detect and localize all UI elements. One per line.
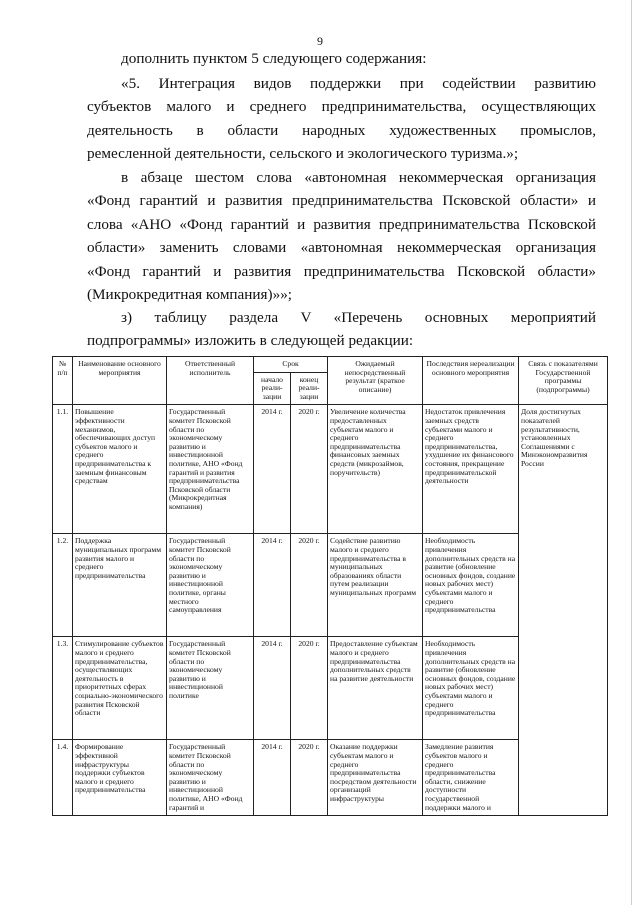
- cell-executor: Государственный комитет Псковской области по экономическому развитию и инвестиционной политике, АНО «Фонд гарантий и: [167, 740, 254, 816]
- cell-end: 2020 г.: [291, 405, 328, 534]
- cell-consequences: Необходимость привлечения дополнительных средств на развитие (обновление основных фондов, создание новых рабочих мест) субъектами малого и среднего предпринимательства: [423, 534, 519, 637]
- header-consequences: Последствия нереализации основного мероприятия: [423, 357, 519, 405]
- cell-executor: Государственный комитет Псковской области по экономическому развитию и инвестиционной политике, АНО «Фонд гарантий и развития предпринимательства Псковской области (Микрокредитная компания): [167, 405, 254, 534]
- cell-num: 1.1.: [53, 405, 73, 534]
- header-link: Связь с показателями Государственной программы (подпрограммы): [519, 357, 608, 405]
- header-executor: Ответственный исполнитель: [167, 357, 254, 405]
- cell-name: Повышение эффективности механизмов, обеспечивающих доступ субъектов малого и среднего предпринимательства к заемным финансовым средствам: [73, 405, 167, 534]
- cell-end: 2020 г.: [291, 534, 328, 637]
- cell-num: 1.4.: [53, 740, 73, 816]
- header-result: Ожидаемый непосредственный результат (краткое описание): [328, 357, 423, 405]
- cell-consequences: Недостаток привлечения заемных средств субъектами малого и среднего предпринимательства, ухудшение их финансового состояния, прекращение предпринимательской деятельности: [423, 405, 519, 534]
- cell-end: 2020 г.: [291, 740, 328, 816]
- cell-result: Увеличение количества предоставленных субъектам малого и среднего предпринимательства финансовых заемных средств (микрозаймов, поручительств): [328, 405, 423, 534]
- cell-name: Стимулирование субъектов малого и среднего предпринимательства, осуществляющих деятельность в приоритетных сферах социально-экономического развития Псковской области: [73, 637, 167, 740]
- header-num: № п/п: [53, 357, 73, 405]
- paragraph-line: ремесленной деятельности, сельского и экологического туризма.»;: [87, 145, 519, 162]
- cell-executor: Государственный комитет Псковской области по экономическому развитию и инвестиционной политике: [167, 637, 254, 740]
- paragraph-line: субъектов малого и среднего предпринимательства, осуществляющих: [87, 98, 596, 115]
- cell-consequences: Замедление развития субъектов малого и среднего предпринимательства области, снижение доступности государственной поддержки малого и: [423, 740, 519, 816]
- cell-executor: Государственный комитет Псковской области по экономическому развитию и инвестиционной политике, органы местного самоуправления: [167, 534, 254, 637]
- cell-start: 2014 г.: [254, 534, 291, 637]
- table-header-row: [53, 357, 608, 373]
- scan-edge-line: [631, 0, 632, 905]
- cell-consequences: Необходимость привлечения дополнительных средств на развитие (обновление основных фондов, создание новых рабочих мест) субъектами малого и среднего предпринимательства: [423, 637, 519, 740]
- paragraph-line: (Микрокредитная компания)»»;: [87, 286, 293, 303]
- paragraph-line: з) таблицу раздела V «Перечень основных мероприятий: [121, 309, 596, 326]
- paragraph-line: дополнить пунктом 5 следующего содержания:: [121, 50, 427, 67]
- cell-result: Предоставление субъектам малого и среднего предпринимательства дополнительных средств на развитие деятельности: [328, 637, 423, 740]
- measures-table: [52, 356, 608, 816]
- paragraph-line: «Фонд гарантий и развития предпринимательства Псковской области»: [87, 263, 596, 280]
- table-row: [53, 405, 608, 534]
- paragraph-line: «5. Интеграция видов поддержки при содействии развитию: [121, 75, 596, 92]
- cell-name: Поддержка муниципальных программ развития малого и среднего предпринимательства: [73, 534, 167, 637]
- header-start: начало реали-зации: [254, 372, 291, 405]
- page-number: 9: [317, 34, 323, 48]
- paragraph-line: «Фонд гарантий и развития предпринимательства Псковской области» и: [87, 192, 596, 209]
- paragraph-line: в абзаце шестом слова «автономная некоммерческая организация: [121, 169, 596, 186]
- cell-link: Доля достигнутых показателей результативности, установленных Соглашениями с Минэкономразвития России: [519, 405, 608, 816]
- cell-result: Оказание поддержки субъектам малого и среднего предпринимательства посредством деятельности организаций инфраструктуры: [328, 740, 423, 816]
- cell-result: Содействие развитию малого и среднего предпринимательства в муниципальных образованиях области путем реализации муниципальных программ: [328, 534, 423, 637]
- header-end: конец реали-зации: [291, 372, 328, 405]
- paragraph-line: деятельность в области народных художественных промыслов,: [87, 122, 596, 139]
- cell-end: 2020 г.: [291, 637, 328, 740]
- cell-start: 2014 г.: [254, 740, 291, 816]
- cell-start: 2014 г.: [254, 405, 291, 534]
- cell-num: 1.2.: [53, 534, 73, 637]
- paragraph-line: подпрограммы» изложить в следующей редакции:: [87, 332, 414, 349]
- paragraph-line: слова «АНО «Фонд гарантий и развития предпринимательства Псковской: [87, 216, 596, 233]
- cell-name: Формирование эффективной инфраструктуры поддержки субъектов малого и среднего предпринимательства: [73, 740, 167, 816]
- cell-num: 1.3.: [53, 637, 73, 740]
- header-name: Наименование основного мероприятия: [73, 357, 167, 405]
- cell-start: 2014 г.: [254, 637, 291, 740]
- header-term: Срок: [254, 357, 328, 373]
- paragraph-line: области» заменить словами «автономная некоммерческая организация: [87, 239, 596, 256]
